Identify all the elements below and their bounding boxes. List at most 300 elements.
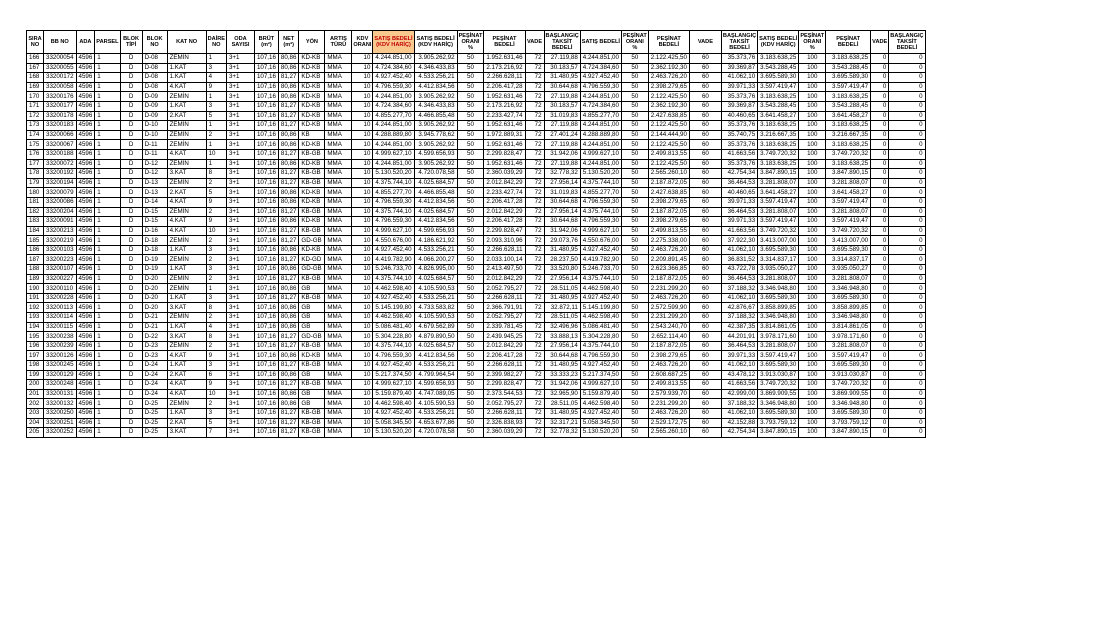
cell-s2-pesinat-orani: 50	[621, 197, 648, 207]
cell-blok-no: D-25	[142, 408, 167, 418]
cell-s3-baslangic-taksit: 35.373,76	[721, 121, 757, 131]
cell-s3-pesinat-orani: 100	[799, 236, 826, 246]
cell-s3-satis: 3.346.948,80	[758, 284, 799, 294]
cell-s2-pesinat-orani: 50	[621, 265, 648, 275]
cell-s2-vade: 60	[689, 322, 721, 332]
cell-s1-satis: 4.533.256,21	[414, 361, 457, 371]
cell-kdv: 10	[352, 54, 373, 64]
cell-s2-pesinat-bedeli: 2.187.872,05	[648, 178, 689, 188]
cell-s3-vade: 0	[871, 130, 889, 140]
cell-s4-baslangic-taksit: 0	[889, 380, 925, 390]
cell-s2-vade: 60	[689, 159, 721, 169]
cell-s3-pesinat-bedeli: 3.597.419,47	[826, 217, 871, 227]
cell-kat-no: 1.KAT	[167, 408, 206, 418]
cell-s3-pesinat-bedeli: 3.281.808,07	[826, 341, 871, 351]
cell-kdv: 10	[352, 121, 373, 131]
column-header-s2-baslangic-taksit: BAŞLANGIÇ TAKSİT BEDELİ	[544, 31, 580, 54]
cell-s3-pesinat-orani: 100	[799, 130, 826, 140]
cell-sira: 204	[27, 418, 44, 428]
cell-sira: 199	[27, 370, 44, 380]
cell-s3-satis: 3.935.050,27	[758, 265, 799, 275]
cell-s2-baslangic-taksit: 33.520,80	[544, 265, 580, 275]
cell-brut: 107,16	[254, 178, 278, 188]
cell-daire-no: 10	[206, 389, 226, 399]
cell-s1-satis: 4.720.078,58	[414, 169, 457, 179]
cell-s3-pesinat-orani: 100	[799, 169, 826, 179]
cell-s2-satis: 5.086.481,40	[580, 322, 621, 332]
cell-kat-no: 3.KAT	[167, 169, 206, 179]
cell-bb: 33200054	[44, 54, 77, 64]
cell-net: 80,86	[278, 322, 298, 332]
cell-s1-pesinat-bedeli: 2.299.828,47	[484, 226, 525, 236]
cell-s2-baslangic-taksit: 27.956,14	[544, 207, 580, 217]
cell-s1-pesinat-orani: 50	[457, 361, 484, 371]
cell-yon: KB-GB	[299, 169, 325, 179]
cell-artis: MMA	[325, 245, 352, 255]
cell-s2-baslangic-taksit: 32.317,21	[544, 418, 580, 428]
cell-s3-vade: 0	[871, 82, 889, 92]
cell-blok-tipi: D	[120, 207, 142, 217]
cell-s2-satis: 4.375.744,10	[580, 341, 621, 351]
cell-artis: MMA	[325, 399, 352, 409]
cell-bb: 33200238	[44, 332, 77, 342]
cell-s2-vade: 60	[689, 293, 721, 303]
column-header-yon: YÖN	[299, 31, 325, 54]
cell-bb: 33200110	[44, 284, 77, 294]
cell-s2-pesinat-bedeli: 2.231.299,20	[648, 313, 689, 323]
cell-oda: 3+1	[226, 130, 254, 140]
cell-s3-vade: 0	[871, 63, 889, 73]
cell-bb: 33200129	[44, 370, 77, 380]
column-header-blok-no: BLOK NO	[142, 31, 167, 54]
cell-net: 81,27	[278, 236, 298, 246]
cell-s3-baslangic-taksit: 37.188,32	[721, 284, 757, 294]
cell-s2-pesinat-bedeli: 2.122.425,50	[648, 159, 689, 169]
cell-kdv: 10	[352, 351, 373, 361]
cell-yon: KD-KB	[299, 197, 325, 207]
cell-s1-satis: 4.599.656,93	[414, 226, 457, 236]
cell-oda: 3+1	[226, 370, 254, 380]
cell-oda: 3+1	[226, 226, 254, 236]
cell-yon: KB-GB	[299, 178, 325, 188]
cell-s3-vade: 0	[871, 418, 889, 428]
cell-s2-satis: 4.927.452,40	[580, 293, 621, 303]
cell-s3-pesinat-orani: 100	[799, 389, 826, 399]
cell-parsel: 1	[95, 140, 120, 150]
table-row	[27, 197, 926, 207]
cell-kat-no: 4.KAT	[167, 82, 206, 92]
cell-s4-baslangic-taksit: 0	[889, 274, 925, 284]
cell-s1-pesinat-bedeli: 2.052.795,27	[484, 399, 525, 409]
cell-blok-tipi: D	[120, 408, 142, 418]
cell-s3-baslangic-taksit: 35.740,75	[721, 130, 757, 140]
cell-brut: 107,16	[254, 226, 278, 236]
column-header-oda: ODA SAYISI	[226, 31, 254, 54]
cell-kat-no: ZEMİN	[167, 92, 206, 102]
cell-s1-satis-kdv-haric: 4.796.559,30	[373, 82, 414, 92]
cell-s3-pesinat-bedeli: 3.749.720,32	[826, 380, 871, 390]
cell-yon: KD-KB	[299, 159, 325, 169]
cell-s2-pesinat-bedeli: 2.427.638,85	[648, 188, 689, 198]
cell-s2-pesinat-orani: 50	[621, 303, 648, 313]
cell-oda: 3+1	[226, 101, 254, 111]
cell-daire-no: 1	[206, 54, 226, 64]
cell-s2-vade: 60	[689, 73, 721, 83]
cell-s3-baslangic-taksit: 36.464,53	[721, 178, 757, 188]
column-header-ada: ADA	[76, 31, 95, 54]
cell-net: 80,86	[278, 399, 298, 409]
cell-brut: 107,16	[254, 63, 278, 73]
cell-ada: 4596	[76, 236, 95, 246]
table-row	[27, 293, 926, 303]
cell-s2-baslangic-taksit: 28.511,05	[544, 399, 580, 409]
cell-s1-satis-kdv-haric: 4.796.559,30	[373, 351, 414, 361]
cell-brut: 107,16	[254, 101, 278, 111]
cell-parsel: 1	[95, 361, 120, 371]
cell-s3-pesinat-bedeli: 3.749.720,32	[826, 226, 871, 236]
cell-oda: 3+1	[226, 284, 254, 294]
cell-s1-satis-kdv-haric: 5.086.481,40	[373, 322, 414, 332]
cell-kat-no: 3.KAT	[167, 303, 206, 313]
cell-s1-satis: 4.025.684,57	[414, 274, 457, 284]
cell-s1-pesinat-bedeli: 2.266.628,11	[484, 361, 525, 371]
cell-sira: 193	[27, 313, 44, 323]
cell-blok-no: D-24	[142, 370, 167, 380]
cell-s1-satis: 4.412.834,56	[414, 351, 457, 361]
cell-s2-vade: 60	[689, 217, 721, 227]
cell-oda: 3+1	[226, 380, 254, 390]
cell-daire-no: 4	[206, 73, 226, 83]
cell-blok-tipi: D	[120, 332, 142, 342]
cell-kdv: 10	[352, 284, 373, 294]
cell-s1-pesinat-orani: 50	[457, 169, 484, 179]
cell-sira: 205	[27, 428, 44, 438]
cell-sira: 201	[27, 389, 44, 399]
cell-s3-pesinat-bedeli: 3.935.050,27	[826, 265, 871, 275]
cell-s1-satis-kdv-haric: 5.130.520,20	[373, 428, 414, 438]
cell-kdv: 10	[352, 341, 373, 351]
column-header-s3-satis: SATIŞ BEDELİ (KDV HARİÇ)	[758, 31, 799, 54]
cell-s2-baslangic-taksit: 27.119,88	[544, 159, 580, 169]
cell-s3-satis: 3.913.030,87	[758, 370, 799, 380]
cell-s1-satis: 4.533.256,21	[414, 73, 457, 83]
cell-ada: 4596	[76, 217, 95, 227]
cell-s1-vade: 72	[525, 92, 544, 102]
cell-s1-satis: 4.533.256,21	[414, 408, 457, 418]
cell-brut: 107,16	[254, 73, 278, 83]
cell-yon: GB	[299, 313, 325, 323]
cell-blok-no: D-08	[142, 54, 167, 64]
cell-oda: 3+1	[226, 341, 254, 351]
cell-s1-vade: 72	[525, 226, 544, 236]
cell-s4-baslangic-taksit: 0	[889, 332, 925, 342]
cell-s2-satis: 4.462.598,40	[580, 284, 621, 294]
cell-s1-pesinat-bedeli: 2.299.828,47	[484, 380, 525, 390]
cell-s1-vade: 72	[525, 322, 544, 332]
cell-s3-pesinat-bedeli: 3.793.759,12	[826, 418, 871, 428]
cell-s3-vade: 0	[871, 101, 889, 111]
cell-s1-vade: 72	[525, 274, 544, 284]
cell-net: 80,86	[278, 303, 298, 313]
cell-yon: KD-KB	[299, 82, 325, 92]
cell-s3-pesinat-bedeli: 3.869.909,55	[826, 389, 871, 399]
cell-s2-vade: 60	[689, 332, 721, 342]
cell-net: 80,86	[278, 284, 298, 294]
cell-daire-no: 1	[206, 159, 226, 169]
cell-kdv: 10	[352, 207, 373, 217]
cell-net: 80,86	[278, 245, 298, 255]
cell-s1-pesinat-bedeli: 2.413.497,50	[484, 265, 525, 275]
cell-s3-baslangic-taksit: 39.971,33	[721, 82, 757, 92]
header-row	[27, 31, 926, 54]
cell-s1-vade: 72	[525, 351, 544, 361]
cell-s2-vade: 60	[689, 245, 721, 255]
cell-yon: GB	[299, 370, 325, 380]
cell-s3-pesinat-orani: 100	[799, 101, 826, 111]
cell-s3-baslangic-taksit: 39.369,87	[721, 63, 757, 73]
cell-s1-vade: 72	[525, 361, 544, 371]
cell-s3-pesinat-orani: 100	[799, 121, 826, 131]
cell-s1-satis-kdv-haric: 5.304.228,80	[373, 332, 414, 342]
cell-s2-vade: 60	[689, 399, 721, 409]
cell-blok-no: D-10	[142, 121, 167, 131]
cell-oda: 3+1	[226, 188, 254, 198]
cell-net: 81,27	[278, 121, 298, 131]
cell-kat-no: 4.KAT	[167, 226, 206, 236]
cell-s1-satis: 4.412.834,56	[414, 217, 457, 227]
column-header-s1-vade: VADE	[525, 31, 544, 54]
cell-yon: KB-GB	[299, 428, 325, 438]
cell-s2-pesinat-orani: 50	[621, 332, 648, 342]
cell-s4-baslangic-taksit: 0	[889, 322, 925, 332]
cell-s2-vade: 60	[689, 111, 721, 121]
cell-s2-baslangic-taksit: 27.119,88	[544, 92, 580, 102]
cell-s2-baslangic-taksit: 30.644,68	[544, 197, 580, 207]
column-header-parsel: PARSEL	[95, 31, 120, 54]
cell-s1-pesinat-orani: 50	[457, 226, 484, 236]
cell-s2-pesinat-bedeli: 2.463.726,20	[648, 361, 689, 371]
column-header-daire-no: DAİRE NO	[206, 31, 226, 54]
cell-s1-satis-kdv-haric: 5.159.879,40	[373, 389, 414, 399]
cell-ada: 4596	[76, 101, 95, 111]
cell-s1-satis-kdv-haric: 4.927.452,40	[373, 361, 414, 371]
cell-net: 81,27	[278, 380, 298, 390]
cell-s1-satis-kdv-haric: 4.375.744,10	[373, 178, 414, 188]
cell-bb: 33200219	[44, 236, 77, 246]
cell-parsel: 1	[95, 159, 120, 169]
cell-parsel: 1	[95, 341, 120, 351]
column-header-artis: ARTIŞ TÜRÜ	[325, 31, 352, 54]
cell-s2-pesinat-orani: 50	[621, 399, 648, 409]
cell-kdv: 10	[352, 418, 373, 428]
cell-s3-pesinat-orani: 100	[799, 284, 826, 294]
cell-ada: 4596	[76, 82, 95, 92]
cell-s3-pesinat-bedeli: 3.695.589,30	[826, 361, 871, 371]
cell-s2-pesinat-orani: 50	[621, 92, 648, 102]
column-header-kdv: KDV ORANI	[352, 31, 373, 54]
cell-oda: 3+1	[226, 245, 254, 255]
table-row	[27, 236, 926, 246]
cell-s2-pesinat-orani: 50	[621, 121, 648, 131]
cell-daire-no: 9	[206, 380, 226, 390]
cell-s1-satis: 4.826.995,00	[414, 265, 457, 275]
cell-daire-no: 9	[206, 217, 226, 227]
cell-blok-no: D-21	[142, 313, 167, 323]
table-row	[27, 140, 926, 150]
cell-artis: MMA	[325, 428, 352, 438]
cell-oda: 3+1	[226, 399, 254, 409]
cell-brut: 107,16	[254, 408, 278, 418]
cell-s3-pesinat-bedeli: 3.695.589,30	[826, 73, 871, 83]
cell-sira: 167	[27, 63, 44, 73]
cell-s1-pesinat-orani: 50	[457, 63, 484, 73]
cell-artis: MMA	[325, 303, 352, 313]
cell-s3-pesinat-bedeli: 3.597.419,47	[826, 82, 871, 92]
cell-s2-pesinat-orani: 50	[621, 130, 648, 140]
cell-s2-satis: 4.927.452,40	[580, 245, 621, 255]
cell-oda: 3+1	[226, 428, 254, 438]
cell-kdv: 10	[352, 313, 373, 323]
cell-s3-baslangic-taksit: 36.464,53	[721, 274, 757, 284]
cell-artis: MMA	[325, 236, 352, 246]
column-header-sira: SIRA NO	[27, 31, 44, 54]
cell-s1-pesinat-bedeli: 2.012.842,29	[484, 341, 525, 351]
cell-ada: 4596	[76, 418, 95, 428]
cell-s1-pesinat-orani: 50	[457, 207, 484, 217]
cell-s1-pesinat-orani: 50	[457, 428, 484, 438]
cell-ada: 4596	[76, 207, 95, 217]
cell-parsel: 1	[95, 149, 120, 159]
cell-yon: GB	[299, 284, 325, 294]
cell-s2-satis: 5.130.520,20	[580, 428, 621, 438]
cell-s3-satis: 3.847.890,15	[758, 428, 799, 438]
cell-s2-vade: 60	[689, 54, 721, 64]
cell-s1-vade: 72	[525, 284, 544, 294]
cell-daire-no: 4	[206, 322, 226, 332]
cell-kdv: 10	[352, 92, 373, 102]
cell-s2-satis: 5.246.733,70	[580, 265, 621, 275]
cell-bb: 33200248	[44, 380, 77, 390]
cell-s2-vade: 60	[689, 121, 721, 131]
cell-s4-baslangic-taksit: 0	[889, 236, 925, 246]
cell-s2-satis: 4.855.277,70	[580, 188, 621, 198]
cell-kat-no: 1.KAT	[167, 322, 206, 332]
cell-blok-tipi: D	[120, 149, 142, 159]
cell-s3-pesinat-orani: 100	[799, 159, 826, 169]
cell-s2-baslangic-taksit: 27.956,14	[544, 178, 580, 188]
cell-kat-no: 4.KAT	[167, 217, 206, 227]
cell-kdv: 10	[352, 370, 373, 380]
cell-daire-no: 2	[206, 399, 226, 409]
cell-blok-no: D-19	[142, 265, 167, 275]
cell-brut: 107,16	[254, 197, 278, 207]
cell-s2-pesinat-bedeli: 2.543.240,70	[648, 322, 689, 332]
cell-s2-satis: 4.288.889,80	[580, 130, 621, 140]
cell-parsel: 1	[95, 169, 120, 179]
cell-s1-satis-kdv-haric: 5.145.199,80	[373, 303, 414, 313]
cell-s2-pesinat-bedeli: 2.122.425,50	[648, 121, 689, 131]
cell-parsel: 1	[95, 265, 120, 275]
cell-parsel: 1	[95, 63, 120, 73]
cell-daire-no: 9	[206, 351, 226, 361]
cell-s3-pesinat-bedeli: 3.281.808,07	[826, 178, 871, 188]
cell-s2-pesinat-bedeli: 2.499.813,55	[648, 380, 689, 390]
cell-blok-no: D-08	[142, 73, 167, 83]
cell-s2-pesinat-bedeli: 2.122.425,50	[648, 140, 689, 150]
cell-brut: 107,16	[254, 92, 278, 102]
cell-s1-pesinat-bedeli: 2.233.427,74	[484, 188, 525, 198]
cell-s2-satis: 4.724.384,60	[580, 63, 621, 73]
cell-s3-pesinat-orani: 100	[799, 351, 826, 361]
cell-artis: MMA	[325, 313, 352, 323]
cell-s2-baslangic-taksit: 30.644,68	[544, 351, 580, 361]
cell-kat-no: ZEMİN	[167, 341, 206, 351]
cell-ada: 4596	[76, 63, 95, 73]
cell-s1-pesinat-orani: 50	[457, 197, 484, 207]
cell-s2-baslangic-taksit: 33.888,13	[544, 332, 580, 342]
cell-s1-satis: 4.799.964,54	[414, 370, 457, 380]
cell-s3-satis: 3.597.419,47	[758, 351, 799, 361]
cell-ada: 4596	[76, 313, 95, 323]
cell-parsel: 1	[95, 274, 120, 284]
cell-oda: 3+1	[226, 293, 254, 303]
cell-sira: 171	[27, 101, 44, 111]
cell-sira: 175	[27, 140, 44, 150]
cell-s3-satis: 3.814.861,05	[758, 322, 799, 332]
cell-blok-no: D-20	[142, 274, 167, 284]
cell-s3-pesinat-orani: 100	[799, 408, 826, 418]
cell-s1-pesinat-bedeli: 2.206.417,28	[484, 217, 525, 227]
cell-parsel: 1	[95, 130, 120, 140]
cell-s1-pesinat-orani: 50	[457, 370, 484, 380]
cell-s1-pesinat-bedeli: 2.173.216,92	[484, 101, 525, 111]
cell-s2-satis: 5.217.374,50	[580, 370, 621, 380]
cell-s2-vade: 60	[689, 236, 721, 246]
cell-s3-baslangic-taksit: 36.464,53	[721, 341, 757, 351]
cell-s2-baslangic-taksit: 31.942,06	[544, 380, 580, 390]
cell-s1-pesinat-orani: 50	[457, 82, 484, 92]
cell-yon: KB-GB	[299, 418, 325, 428]
cell-s2-vade: 60	[689, 428, 721, 438]
cell-brut: 107,16	[254, 418, 278, 428]
cell-s1-pesinat-orani: 50	[457, 351, 484, 361]
cell-artis: MMA	[325, 408, 352, 418]
table-row	[27, 428, 926, 438]
cell-parsel: 1	[95, 188, 120, 198]
cell-s2-baslangic-taksit: 31.942,06	[544, 149, 580, 159]
cell-blok-tipi: D	[120, 380, 142, 390]
table-row	[27, 341, 926, 351]
cell-oda: 3+1	[226, 169, 254, 179]
cell-artis: MMA	[325, 332, 352, 342]
cell-s3-vade: 0	[871, 188, 889, 198]
cell-artis: MMA	[325, 121, 352, 131]
cell-s4-baslangic-taksit: 0	[889, 207, 925, 217]
cell-sira: 191	[27, 293, 44, 303]
cell-s3-satis: 3.695.589,30	[758, 361, 799, 371]
cell-s2-baslangic-taksit: 28.511,05	[544, 313, 580, 323]
cell-sira: 194	[27, 322, 44, 332]
cell-s3-baslangic-taksit: 43.722,78	[721, 265, 757, 275]
cell-s3-pesinat-bedeli: 3.695.589,30	[826, 408, 871, 418]
cell-s2-baslangic-taksit: 32.965,90	[544, 389, 580, 399]
cell-daire-no: 2	[206, 255, 226, 265]
column-header-s1-pesinat-bedeli: PEŞİNAT BEDELİ	[484, 31, 525, 54]
cell-kat-no: ZEMİN	[167, 236, 206, 246]
cell-s3-vade: 0	[871, 111, 889, 121]
cell-s2-pesinat-orani: 50	[621, 313, 648, 323]
table-row	[27, 226, 926, 236]
